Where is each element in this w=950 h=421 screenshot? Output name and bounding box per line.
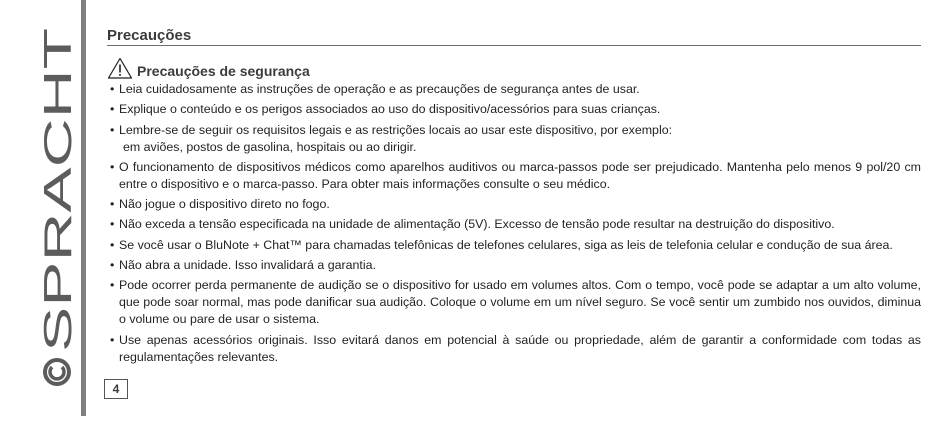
list-item-text: Leia cuidadosamente as instruções de operação e as precauções de segurança antes de usar. bbox=[119, 82, 640, 96]
list-item-text: Use apenas acessórios originais. Isso evitará danos em potencial à saúde ou propriedade, além de garantir a conformidade com todas as regulamentações relevantes. bbox=[119, 332, 921, 364]
safety-heading bbox=[107, 55, 310, 79]
safety-title: Precauções de segurança bbox=[137, 63, 310, 79]
safety-list bbox=[110, 81, 921, 369]
vertical-divider bbox=[81, 0, 86, 416]
list-item-text: Se você usar o BluNote + Chat™ para chamadas telefônicas de telefones celulares, siga as leis de telefonia celular e condução de sua área. bbox=[119, 237, 893, 252]
list-item-text: Pode ocorrer perda permanente de audição se o dispositivo for usado em volumes altos. Com o tempo, você pode se adaptar a um alto volume, que pode soar normal, mas pode danificar sua audição. Coloque o volume em um nível seguro. Se você sentir um zumbido nos ouvidos, diminua o volume ou pare de usar o sistema. bbox=[119, 278, 921, 327]
list-item-text: Não jogue o dispositivo direto no fogo. bbox=[119, 197, 330, 212]
list-item-continuation: em aviões, postos de gasolina, hospitais ou ao dirigir. bbox=[123, 139, 417, 154]
list-item bbox=[110, 196, 921, 213]
list-item bbox=[110, 332, 921, 366]
list-item-text: Não abra a unidade. Isso invalidará a garantia. bbox=[119, 258, 376, 273]
list-item-text: Não exceda a tensão especificada na unidade de alimentação (5V). Excesso de tensão pode resultar na destruição do dispositivo. bbox=[119, 217, 835, 232]
list-item bbox=[110, 81, 921, 98]
warning-icon bbox=[107, 57, 133, 79]
list-item-text: O funcionamento de dispositivos médicos como aparelhos auditivos ou marca-passos pode ser prejudicado. Mantenha pelo menos 9 pol/20 cm entre o dispositivo e o marca-passo. Para obter mais informações consulte o seu médico. bbox=[119, 159, 921, 191]
list-item bbox=[110, 216, 921, 233]
list-item bbox=[110, 257, 921, 274]
list-item bbox=[110, 122, 921, 156]
list-item-text: Lembre-se de seguir os requisitos legais e as restrições locais ao usar este dispositivo, por exemplo: bbox=[119, 122, 673, 137]
section-title: Precauções bbox=[107, 27, 192, 44]
list-item bbox=[110, 237, 921, 254]
page-number: 4 bbox=[104, 379, 128, 399]
list-item bbox=[110, 277, 921, 328]
brand-name: SPRACHT bbox=[37, 165, 80, 352]
list-item bbox=[110, 159, 921, 193]
list-item-text: Explique o conteúdo e os perigos associados ao uso do dispositivo/acessórios para suas crianças. bbox=[119, 102, 661, 117]
title-rule bbox=[107, 45, 921, 46]
list-item bbox=[110, 101, 921, 118]
logo-c bbox=[50, 367, 64, 379]
